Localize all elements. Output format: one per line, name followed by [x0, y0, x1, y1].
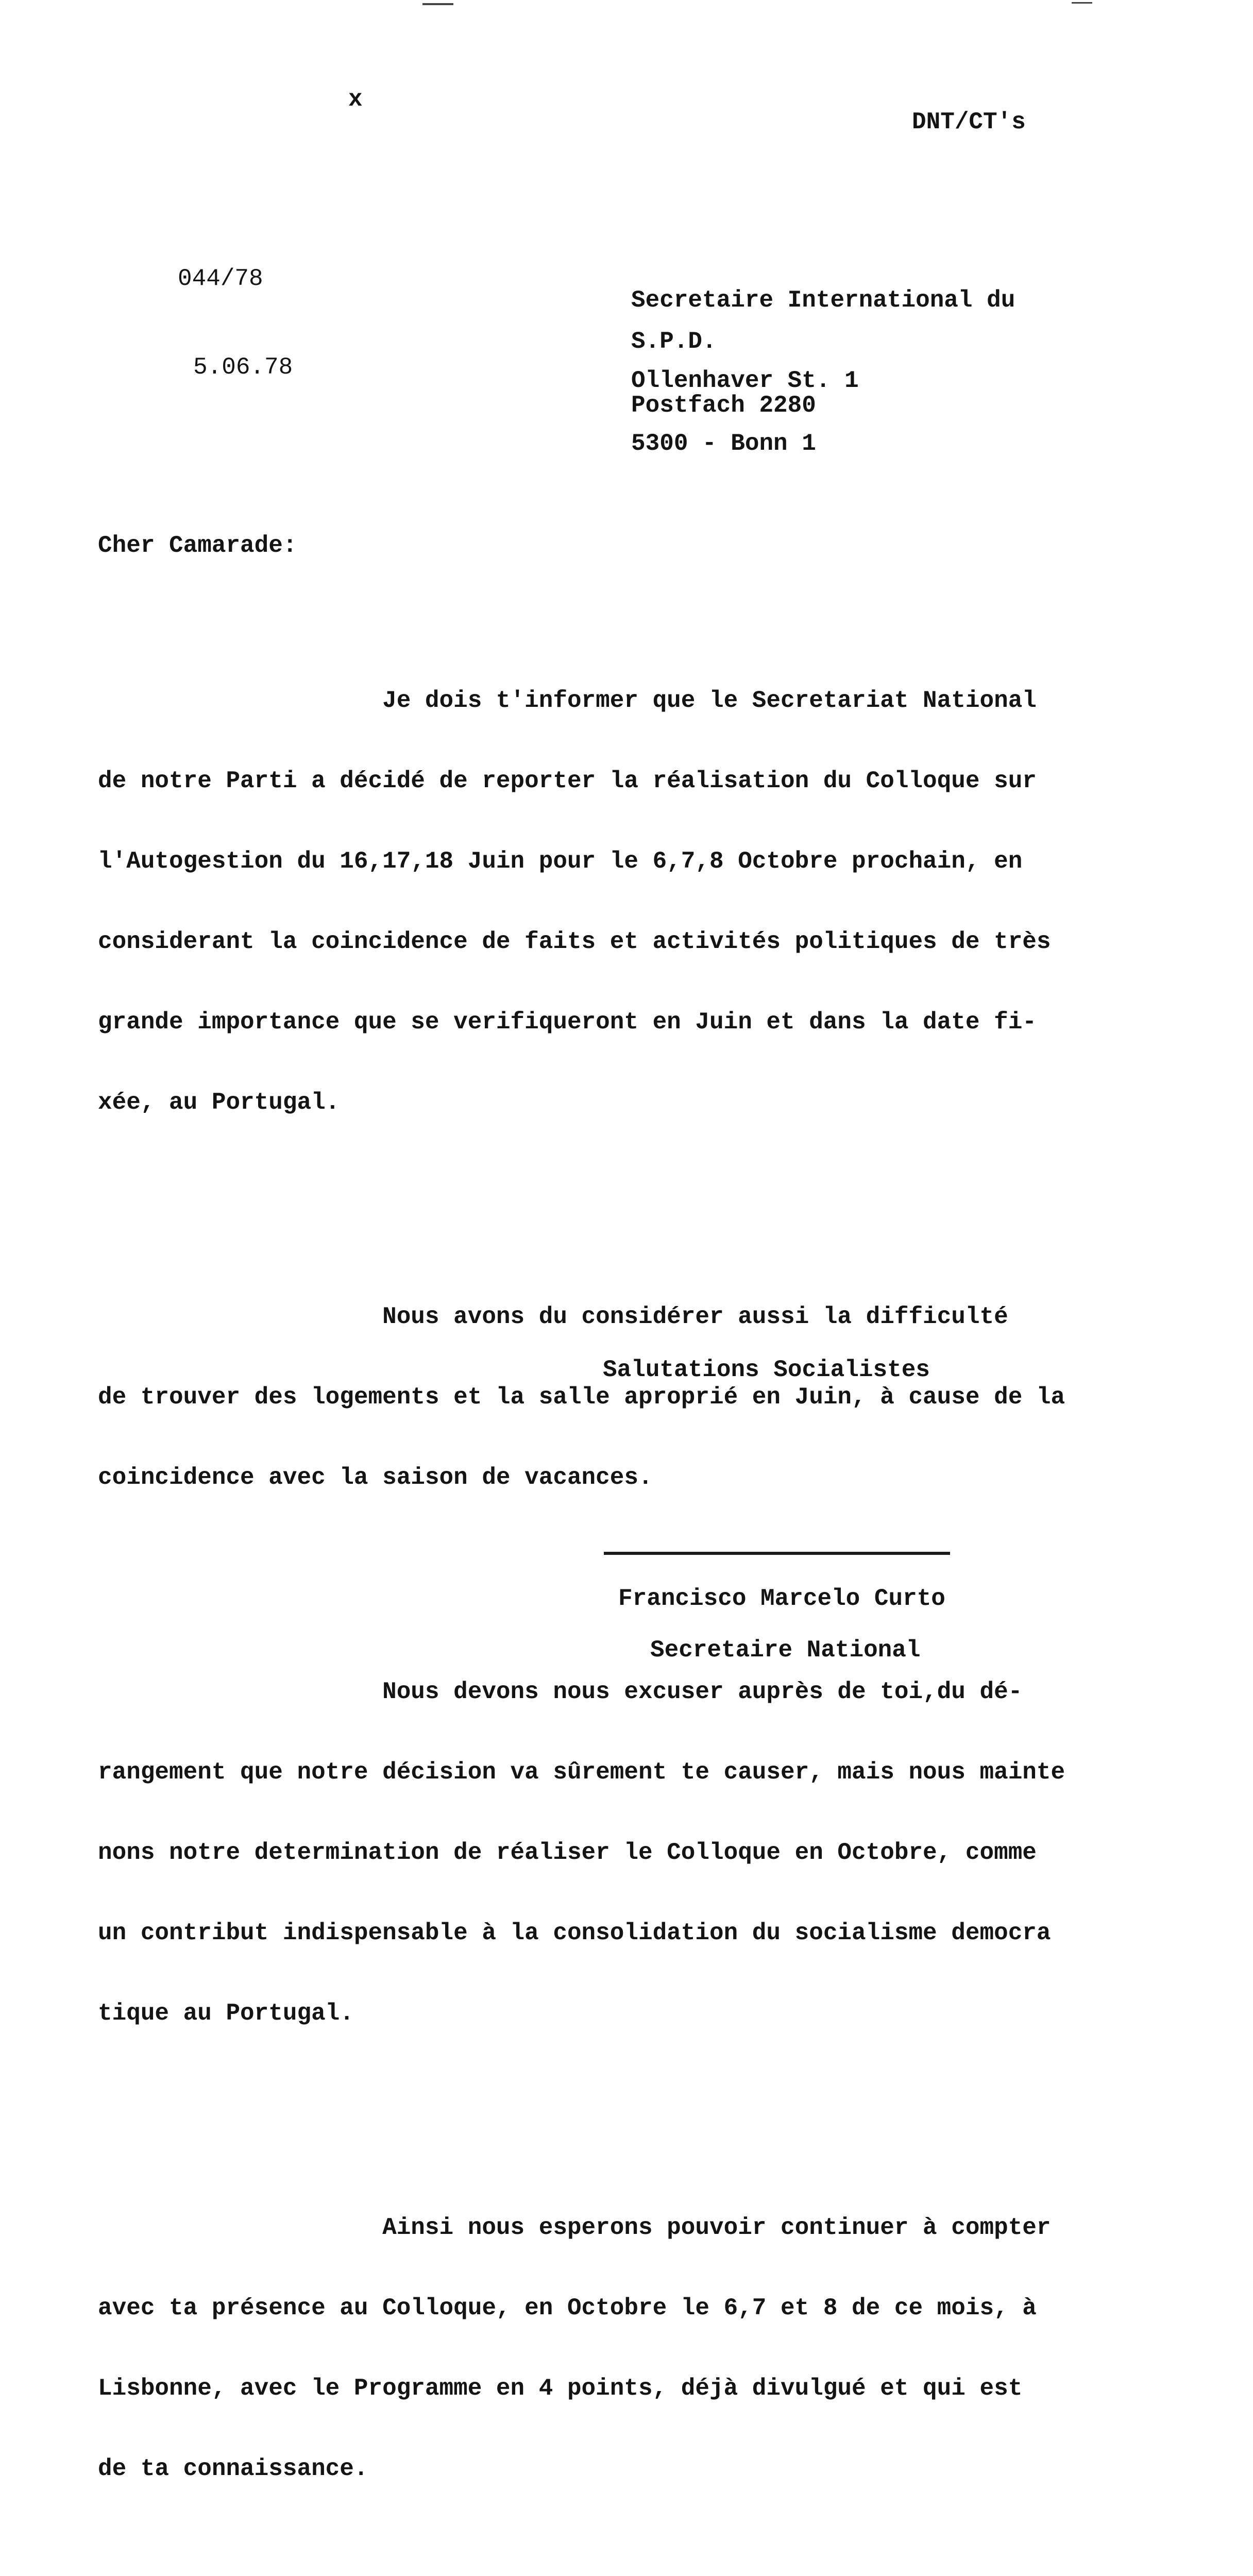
body-line: un contribut indispensable à la consolidation du socialisme democra [98, 1920, 1051, 1946]
margin-mark: x [348, 86, 363, 113]
body-line: considerant la coincidence de faits et activités politiques de très [98, 928, 1051, 955]
signature-line [604, 1552, 950, 1555]
closing: Salutations Socialistes [603, 1357, 930, 1383]
letter-body [98, 580, 1221, 2576]
body-line: nons notre determination de réaliser le Colloque en Octobre, comme [98, 1839, 1037, 1866]
body-line: de ta connaissance. [98, 2455, 368, 2482]
recipient-line: Secretaire International du [631, 287, 1015, 314]
salutation: Cher Camarade: [98, 532, 297, 559]
paragraph [98, 2161, 1221, 2536]
body-line: Nous avons du considérer aussi la difficulté [98, 1303, 1008, 1330]
recipient-line: Postfach 2280 [631, 392, 816, 419]
reference-code: DNT/CT's [912, 109, 1026, 135]
scan-speck [1072, 2, 1092, 4]
body-line: Ainsi nous esperons pouvoir continuer à compter [98, 2214, 1051, 2241]
recipient-line: Ollenhaver St. 1 [631, 367, 859, 394]
body-line: Lisbonne, avec le Programme en 4 points, déjà divulgué et qui est [98, 2375, 1023, 2402]
letter-date: 5.06.78 [193, 354, 293, 381]
recipient-line: S.P.D. [631, 328, 717, 355]
body-line: tique au Portugal. [98, 2000, 354, 2027]
paragraph [98, 1625, 1221, 2080]
recipient-line: 5300 - Bonn 1 [631, 430, 816, 457]
signer-title: Secretaire National [650, 1637, 921, 1664]
signer-name: Francisco Marcelo Curto [618, 1585, 945, 1612]
paragraph [98, 634, 1221, 1170]
body-line: avec ta présence au Colloque, en Octobre le 6,7 et 8 de ce mois, à [98, 2295, 1037, 2321]
body-line: l'Autogestion du 16,17,18 Juin pour le 6,7,8 Octobre prochain, en [98, 848, 1023, 875]
body-line: Je dois t'informer que le Secretariat National [98, 687, 1037, 714]
body-line: grande importance que se verifiqueront en Juin et dans la date fi- [98, 1009, 1037, 1036]
body-line: de trouver des logements et la salle aproprié en Juin, à cause de la [98, 1384, 1065, 1411]
body-line: coincidence avec la saison de vacances. [98, 1464, 653, 1491]
body-line: Nous devons nous excuser auprès de toi,du dé- [98, 1679, 1023, 1705]
paragraph [98, 1250, 1221, 1545]
body-line: rangement que notre décision va sûrement te causer, mais nous mainte [98, 1759, 1065, 1786]
body-line: xée, au Portugal. [98, 1089, 340, 1116]
scan-speck [422, 3, 453, 5]
letter-number: 044/78 [178, 265, 263, 292]
body-line: de notre Parti a décidé de reporter la réalisation du Colloque sur [98, 768, 1037, 794]
